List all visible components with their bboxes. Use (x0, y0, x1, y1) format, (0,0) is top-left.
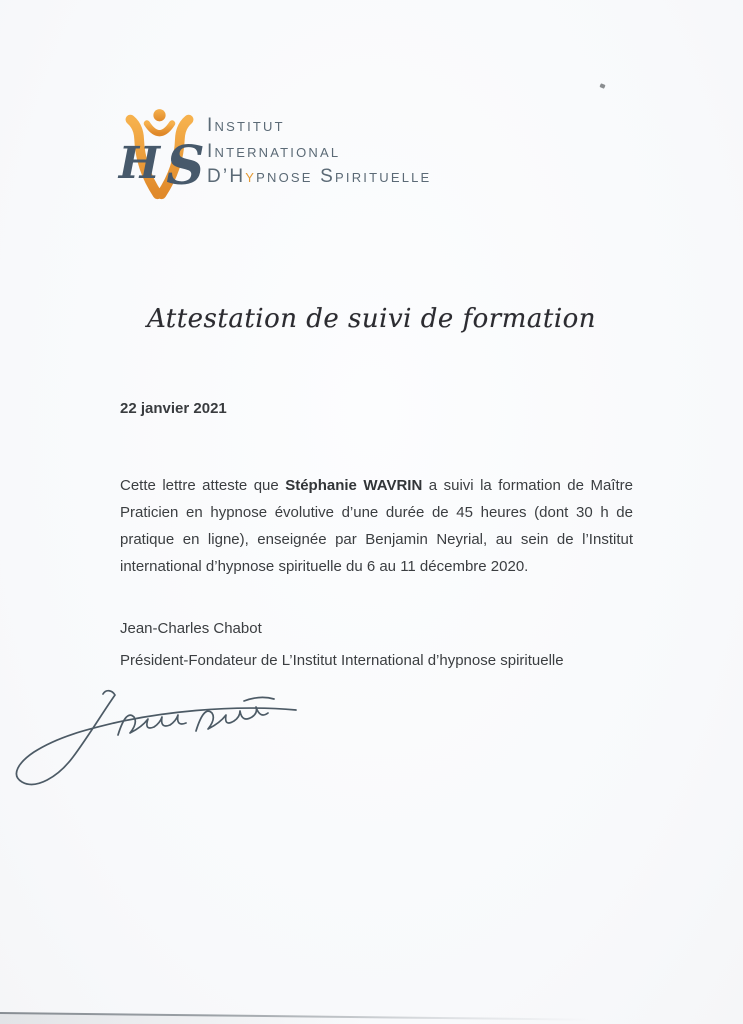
hys-logo-icon (111, 105, 208, 204)
certificate-title: Attestation de suivi de formation (146, 304, 597, 334)
student-name: Stéphanie WAVRIN (285, 477, 423, 494)
logo-letter-s: S (166, 133, 205, 197)
logo-figure-head (153, 109, 165, 121)
attestation-lead: Cette lettre atteste que (120, 477, 286, 494)
wordmark-orange-y: y (245, 166, 257, 187)
attestation-paragraph (120, 472, 633, 580)
logo-figure-arms (147, 123, 172, 133)
signature-flourish (16, 691, 296, 785)
wordmark-line-2: International (207, 140, 341, 162)
handwritten-signature (6, 687, 308, 799)
signatory-name: Jean-Charles Chabot (120, 620, 262, 637)
signature-cross-stroke (244, 697, 274, 701)
institute-wordmark (207, 113, 431, 190)
attestation-rest: a suivi la formation de Maître Praticien en hypnose évolutive d’une durée de 45 heures (dont 30 h de pratique en ligne), enseignée par Benjamin Neyrial, au sein de l’Institut international d’hypnose spirituelle du 6 au 11 décembre 2020. (120, 477, 633, 575)
logo-letter-h: H (118, 137, 160, 189)
signature-charles (118, 715, 186, 735)
wordmark-line-1: Institut (207, 115, 285, 136)
wordmark-line-3: D’Hypnose Spirituelle (207, 166, 432, 187)
certificate-date: 22 janvier 2021 (120, 400, 227, 417)
signature-chabot (196, 707, 268, 731)
scan-speck (599, 83, 605, 89)
signatory-role: Président-Fondateur de L’Institut International d’hypnose spirituelle (120, 652, 564, 669)
